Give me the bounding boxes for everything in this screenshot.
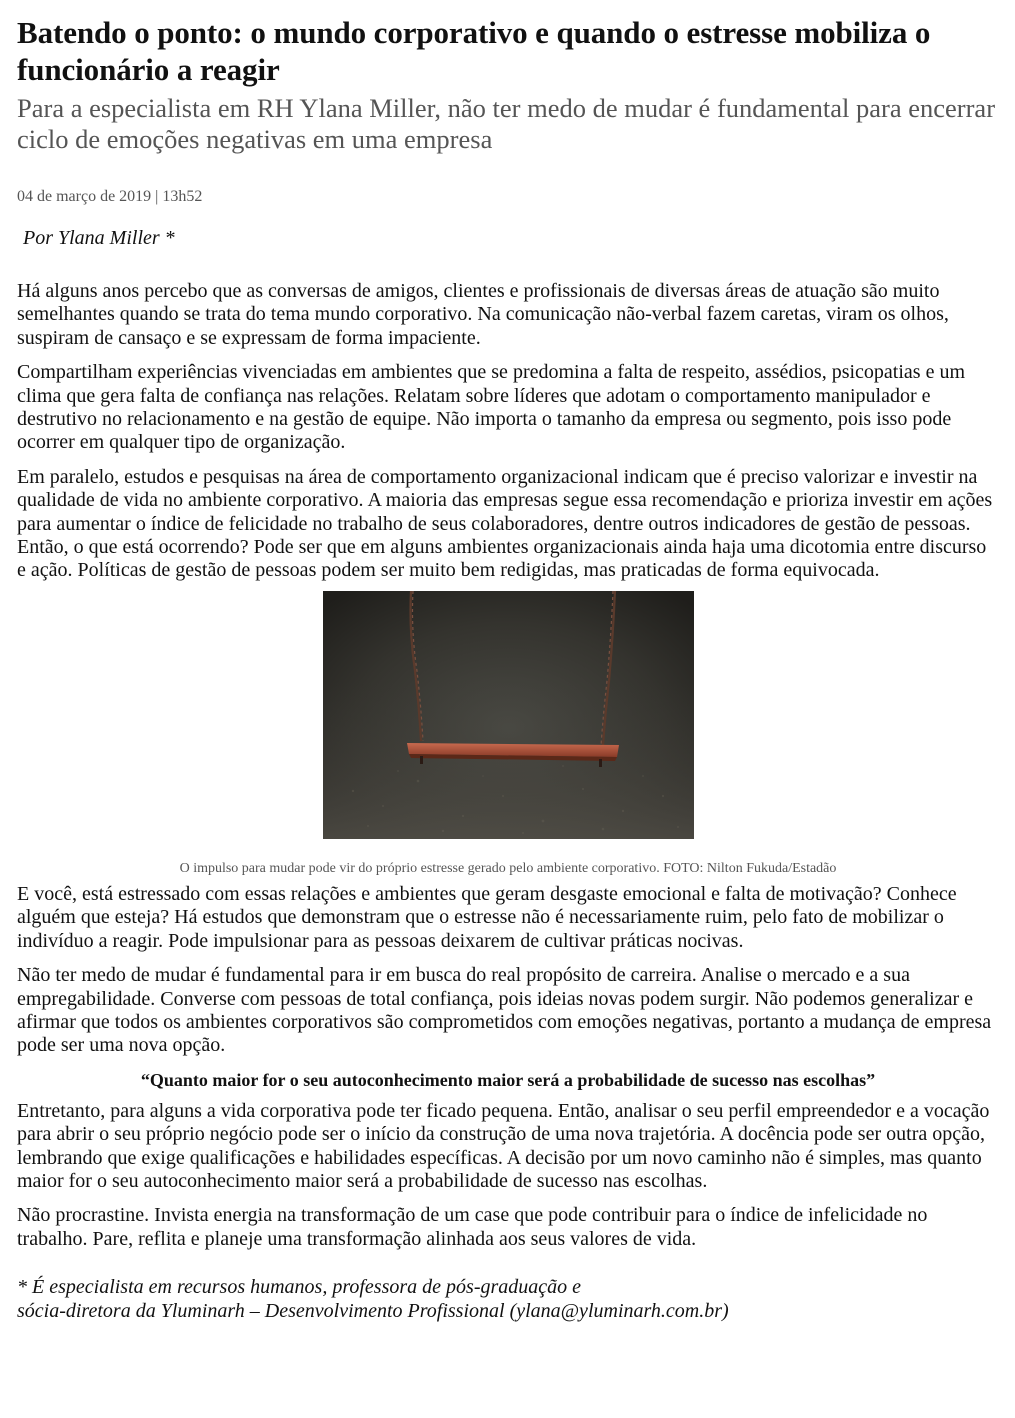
footnote-line: sócia-diretora da Yluminarh – Desenvolvimento Profissional (ylana@yluminarh.com.br) — [17, 1300, 729, 1323]
paragraph: Compartilham experiências vivenciadas em ambientes que se predomina a falta de respeito, assédios, psicopatias e um clima que gera falta de confiança nas relações. Relatam sobre líderes que adotam o comportamento manipulador e destrutivo no relacionamento e na gestão de equipe. Não importa o tamanho da empresa ou segmento, pois isso pode ocorrer em qualquer tipo de organização. — [17, 361, 966, 454]
paragraph: Há alguns anos percebo que as conversas de amigos, clientes e profissionais de diversas áreas de atuação são muito semelhantes quando se trata do tema mundo corporativo. Na comunicação não-verbal fazem caretas, viram os olhos, suspiram de cansaço e se expressam de forma impaciente. — [17, 280, 949, 349]
article-title: Batendo o ponto: o mundo corporativo e quando o estresse mobiliza o funcionário a reagir — [17, 15, 931, 87]
paragraph: Não ter medo de mudar é fundamental para ir em busca do real propósito de carreira. Analise o mercado e a sua empregabilidade. Converse com pessoas de total confiança, pois ideias novas podem surgir. Não podemos generalizar e afirmar que todos os ambientes corporativos são comprometidos com emoções negativas, portanto a mudança de empresa pode ser uma nova opção. — [17, 964, 992, 1057]
swing-photo — [323, 591, 694, 839]
footnote-line: * É especialista em recursos humanos, professora de pós-graduação e — [17, 1276, 582, 1299]
paragraph: E você, está estressado com essas relações e ambientes que geram desgaste emocional e falta de motivação? Conhece alguém que esteja? Há estudos que demonstram que o estresse não é necessariamente ruim, pelo fato de mobilizar o indivíduo a reagir. Pode impulsionar para as pessoas deixarem de cultivar práticas nocivas. — [17, 882, 957, 952]
article-subtitle: Para a especialista em RH Ylana Miller, não ter medo de mudar é fundamental para encerrar ciclo de emoções negativas em uma empresa — [17, 93, 996, 154]
article-body — [17, 280, 999, 1251]
image-caption: O impulso para mudar pode vir do próprio estresse gerado pelo ambiente corporativo. FOTO: Nilton Fukuda/Estadão — [179, 860, 837, 876]
pull-quote: “Quanto maior for o seu autoconhecimento maior será a probabilidade de sucesso nas escolhas” — [140, 1069, 876, 1090]
article-figure — [17, 591, 999, 877]
publish-date: 04 de março de 2019 | 13h52 — [17, 188, 203, 205]
paragraph: Em paralelo, estudos e pesquisas na área de comportamento organizacional indicam que é preciso valorizar e investir na qualidade de vida no ambiente corporativo. A maioria das empresas segue essa recomendação e prioriza investir em ações para aumentar o índice de felicidade no trabalho de seus colaboradores, dentre outros indicadores de gestão de pessoas. Então, o que está ocorrendo? Pode ser que em alguns ambientes organizacionais ainda haja uma dicotomia entre discurso e ação. Políticas de gestão de pessoas podem ser muito bem redigidas, mas praticadas de forma equivocada. — [17, 465, 993, 582]
author-byline: Por Ylana Miller * — [23, 227, 175, 249]
paragraph: Não procrastine. Invista energia na transformação de um case que pode contribuir para o índice de infelicidade no trabalho. Pare, reflita e planeje uma transformação alinhada aos seus valores de vida. — [17, 1204, 928, 1250]
author-footnote — [17, 1275, 999, 1323]
paragraph: Entretanto, para alguns a vida corporativa pode ter ficado pequena. Então, analisar o seu perfil empreendedor e a vocação para abrir o seu próprio negócio pode ser o início da construção de uma nova trajetória. A docência pode ser outra opção, lembrando que exige qualificações e habilidades específicas. A decisão por um novo caminho não é simples, mas quanto maior for o seu autoconhecimento maior será a probabilidade de sucesso nas escolhas. — [17, 1099, 990, 1192]
